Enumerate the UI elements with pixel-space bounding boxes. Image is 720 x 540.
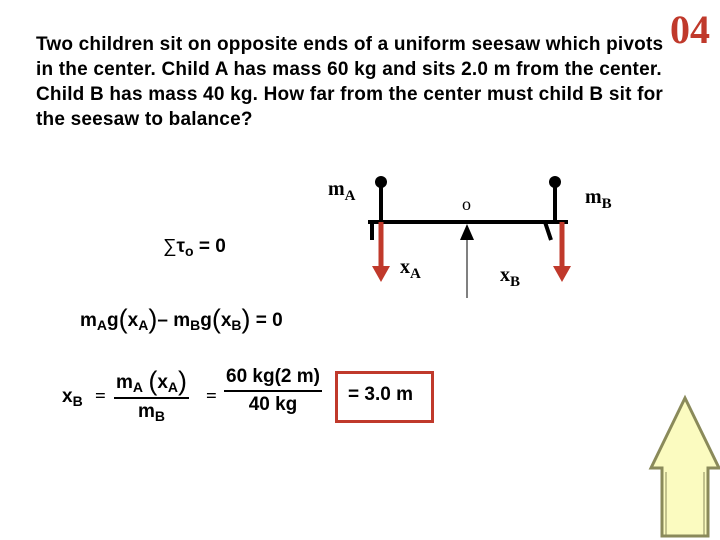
pivot-label: o: [462, 194, 471, 214]
fraction-numeric: $\frac{60 kg(2 m)}{40 kg}$: [226, 366, 320, 415]
torque-sum-equation: $\sum\tau_o = 0$: [163, 236, 226, 259]
distance-a-label: $x_A$: [400, 256, 421, 282]
up-arrow-icon[interactable]: [651, 398, 719, 536]
balance-equation: $m_Ag(x_A)-$ $m_Bg(x_B) = 0$: [80, 304, 283, 334]
problem-statement: Two children sit on opposite ends of a uniform seesaw which pivots in the center. Child A has mass 60 kg and sits 2.0 m from the center. Child B has mass 40 kg. How far from the center must child B sit for the seesaw to balance?: [36, 34, 664, 130]
child-b-head: [549, 176, 561, 188]
pivot-triangle: [460, 224, 474, 240]
solution-equals-1: =: [95, 386, 106, 407]
child-a-head: [375, 176, 387, 188]
mass-a-label: $m_A$: [328, 178, 356, 204]
distance-b-label: $x_B$: [500, 264, 521, 290]
answer-value: = 3.0 m: [348, 384, 413, 405]
weight-arrow-b-head: [553, 266, 571, 282]
mass-b-label: $m_B$: [585, 186, 612, 212]
fraction-symbolic: $\frac{m_A (x_A)}{m_B}$: [116, 366, 188, 424]
solution-equals-2: =: [206, 386, 217, 407]
solution-lhs: $x_B$: [62, 386, 83, 409]
child-b-leg: [545, 222, 551, 240]
slide-number: 04: [670, 7, 710, 52]
weight-arrow-a-head: [372, 266, 390, 282]
